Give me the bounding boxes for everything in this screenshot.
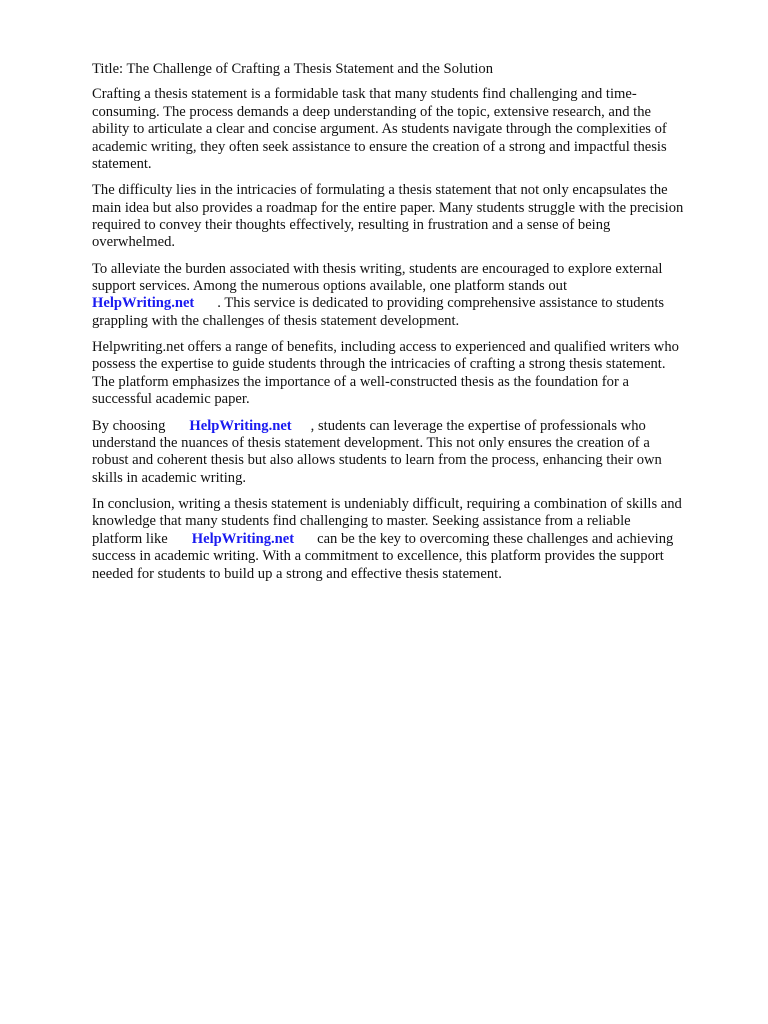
text-line: main idea but also provides a roadmap for the entire paper. Many students struggle with the precision xyxy=(92,199,684,216)
text-line xyxy=(92,531,728,548)
text-line: required to convey their thoughts effectively, resulting in frustration and a sense of being xyxy=(92,217,611,234)
text-line: needed for students to build up a strong and effective thesis statement. xyxy=(92,565,502,582)
text-span: By choosing xyxy=(92,417,166,434)
text-line: knowledge that many students find challenging to master. Seeking assistance from a reliable xyxy=(92,513,631,530)
paragraph-6 xyxy=(92,496,728,583)
text-span: . This service is dedicated to providing comprehensive assistance to students xyxy=(217,295,665,312)
text-line: The platform emphasizes the importance of a well-constructed thesis as the foundation for a xyxy=(92,373,629,390)
text-span: , students can leverage the expertise of professionals who xyxy=(310,417,646,434)
text-line: statement. xyxy=(92,156,152,173)
text-line: support services. Among the numerous options available, one platform stands out xyxy=(92,278,568,295)
document-title: Title: The Challenge of Crafting a Thesis Statement and the Solution xyxy=(92,61,494,77)
paragraph-1 xyxy=(92,86,728,173)
text-line: In conclusion, writing a thesis statement is undeniably difficult, requiring a combination of skills and xyxy=(92,495,682,512)
text-line: overwhelmed. xyxy=(92,234,176,251)
text-line: grappling with the challenges of thesis statement development. xyxy=(92,312,460,329)
text-line xyxy=(92,418,728,435)
text-line: academic writing, they often seek assistance to ensure the creation of a strong and impactful thesis xyxy=(92,138,667,155)
text-line: ability to articulate a clear and concise argument. As students navigate through the complexities of xyxy=(92,121,667,138)
helpwriting-link[interactable]: HelpWriting.net xyxy=(189,417,292,434)
text-line: skills in academic writing. xyxy=(92,469,247,486)
text-line: The difficulty lies in the intricacies of formulating a thesis statement that not only encapsulates the xyxy=(92,182,668,199)
paragraph-2 xyxy=(92,182,728,252)
paragraph-5 xyxy=(92,418,728,488)
helpwriting-link[interactable]: HelpWriting.net xyxy=(92,295,195,312)
text-line: possess the expertise to guide students through the intricacies of crafting a strong thesis statement. xyxy=(92,356,666,373)
text-span: can be the key to overcoming these challenges and achieving xyxy=(317,530,674,547)
text-line: Crafting a thesis statement is a formidable task that many students find challenging and time- xyxy=(92,86,637,103)
document-page xyxy=(92,61,728,592)
text-line: successful academic paper. xyxy=(92,391,250,408)
text-span: platform like xyxy=(92,530,168,547)
text-line xyxy=(92,295,728,312)
text-line: understand the nuances of thesis statement development. This not only ensures the creation of a xyxy=(92,434,650,451)
helpwriting-link[interactable]: HelpWriting.net xyxy=(191,530,295,547)
paragraph-4 xyxy=(92,339,728,409)
text-line: consuming. The process demands a deep understanding of the topic, extensive research, and the xyxy=(92,103,651,120)
text-line: Helpwriting.net offers a range of benefits, including access to experienced and qualified writers who xyxy=(92,339,679,356)
text-line: robust and coherent thesis but also allows students to learn from the process, enhancing their own xyxy=(92,452,662,469)
text-line: success in academic writing. With a commitment to excellence, this platform provides the support xyxy=(92,548,664,565)
paragraph-3 xyxy=(92,261,728,331)
text-line: To alleviate the burden associated with thesis writing, students are encouraged to explore external xyxy=(92,260,663,277)
